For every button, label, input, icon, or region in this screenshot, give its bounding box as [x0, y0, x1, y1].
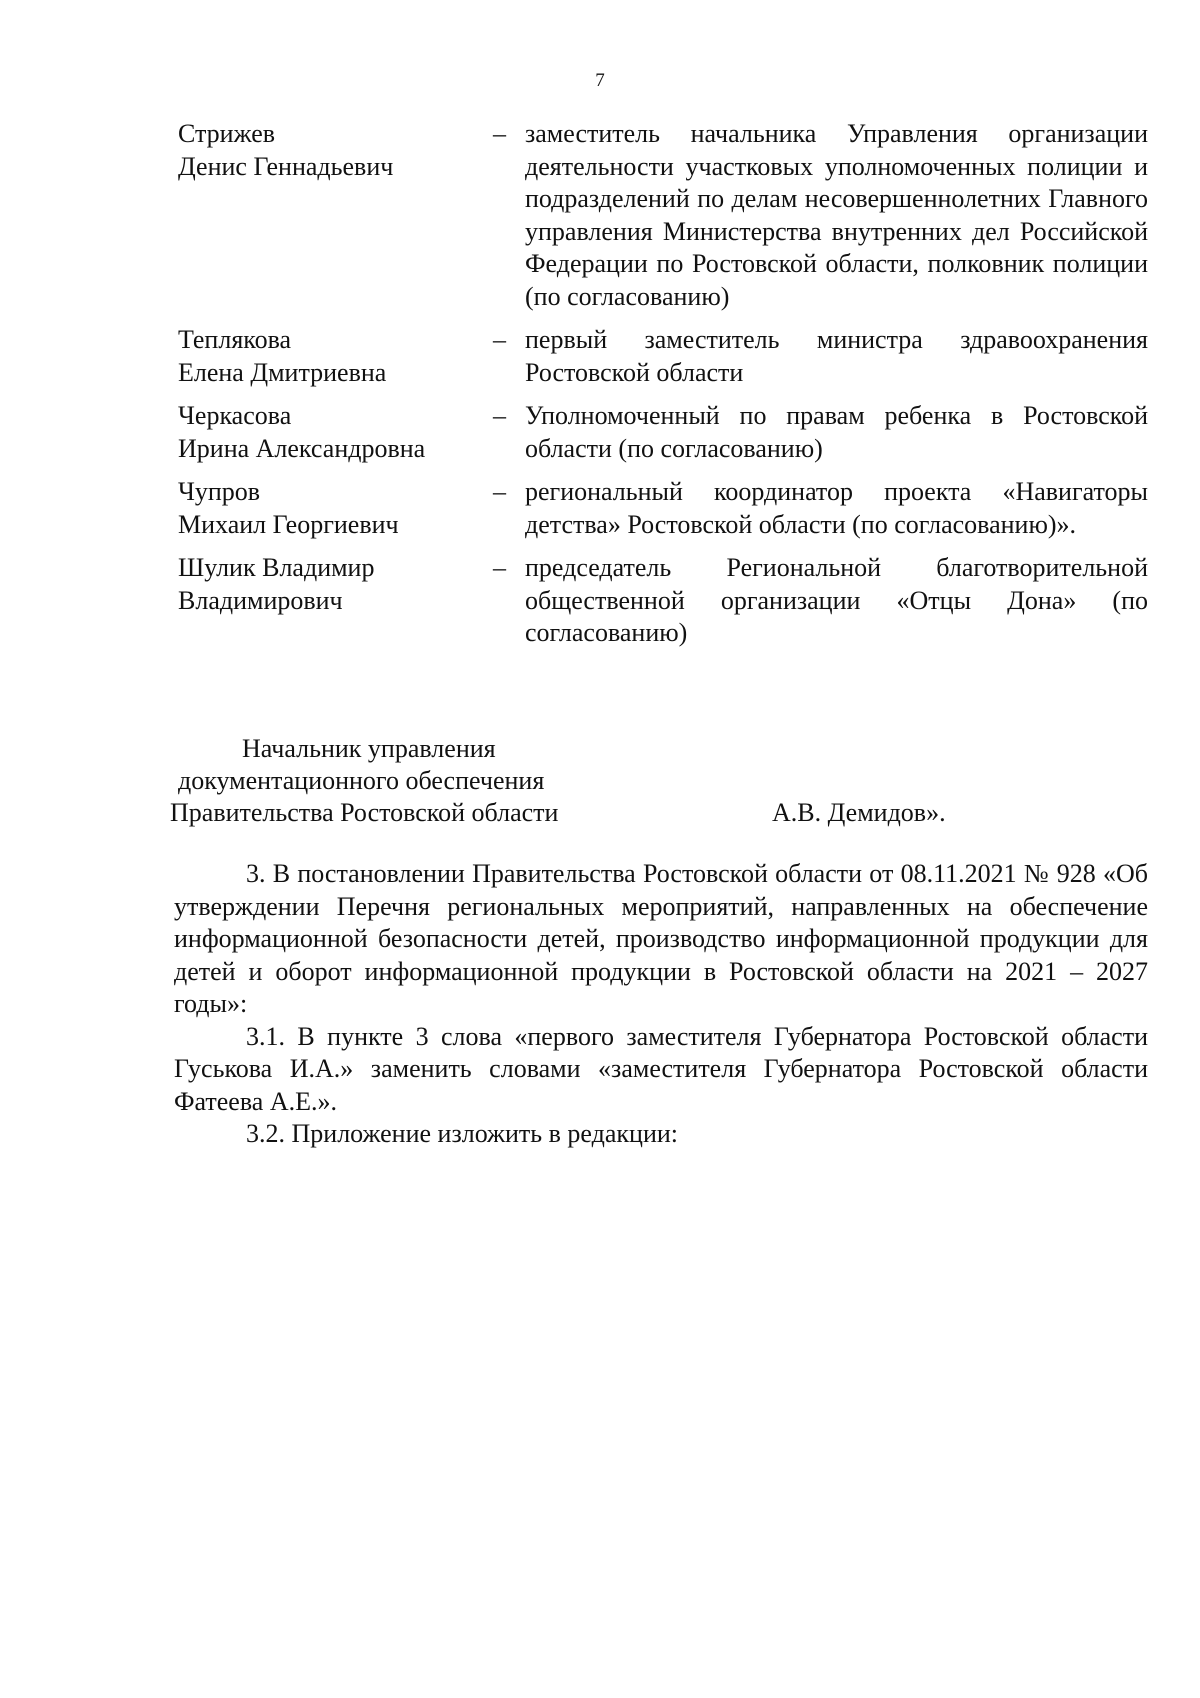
signature-position-line3: Правительства Ростовской области — [170, 798, 559, 827]
member-dash: – — [493, 325, 506, 354]
document-body — [174, 858, 1148, 1151]
member-entry — [178, 476, 1148, 541]
signature-position-line1: Начальник управления — [242, 734, 496, 763]
paragraph-3: 3. В постановлении Правительства Ростовской области от 08.11.2021 № 928 «Об утверждении Перечня региональных мероприятий, направленных на обеспечение информационной безопасности детей, производство информационной продукции для детей и оборот информационной продукции в Ростовской области на 2021 – 2027 годы»: — [174, 859, 1148, 1018]
signer-name: А.В. Демидов». — [772, 798, 946, 827]
member-dash: – — [493, 477, 506, 506]
member-dash: – — [493, 401, 506, 430]
member-name: Шулик Владимир Владимирович — [178, 553, 375, 615]
member-dash: – — [493, 119, 506, 148]
paragraph-3-1: 3.1. В пункте 3 слова «первого заместителя Губернатора Ростовской области Гуськова И.А.» заменить словами «заместителя Губернатора Ростовской области Фатеева А.Е.». — [174, 1021, 1148, 1116]
page-number: 7 — [595, 70, 605, 91]
member-role: председатель Региональной благотворительной общественной организации «Отцы Дона» (по согласованию) — [525, 553, 1148, 647]
member-role: первый заместитель министра здравоохранения Ростовской области — [525, 325, 1148, 387]
member-role: региональный координатор проекта «Навигаторы детства» Ростовской области (по согласованию)». — [525, 477, 1148, 539]
member-name: Теплякова Елена Дмитриевна — [178, 325, 387, 387]
member-name: Черкасова Ирина Александровна — [178, 401, 426, 463]
paragraph-3-2: 3.2. Приложение изложить в редакции: — [246, 1119, 678, 1148]
member-entry — [178, 324, 1148, 389]
signature-position-line2: документационного обеспечения — [178, 766, 545, 795]
member-dash: – — [493, 553, 506, 582]
member-role: Уполномоченный по правам ребенка в Ростовской области (по согласованию) — [525, 401, 1148, 463]
signature-block — [170, 733, 1070, 829]
members-list — [178, 118, 1148, 661]
member-role: заместитель начальника Управления организации деятельности участковых уполномоченных полиции и подразделений по делам несовершеннолетних Главного управления Министерства внутренних дел Российской Федерации по Ростовской области, полковник полиции (по согласованию) — [525, 119, 1148, 311]
member-entry — [178, 552, 1148, 650]
member-name: Стрижев Денис Геннадьевич — [178, 119, 394, 181]
member-entry — [178, 400, 1148, 465]
member-name: Чупров Михаил Георгиевич — [178, 477, 399, 539]
member-entry — [178, 118, 1148, 313]
signature-row — [170, 797, 1070, 829]
